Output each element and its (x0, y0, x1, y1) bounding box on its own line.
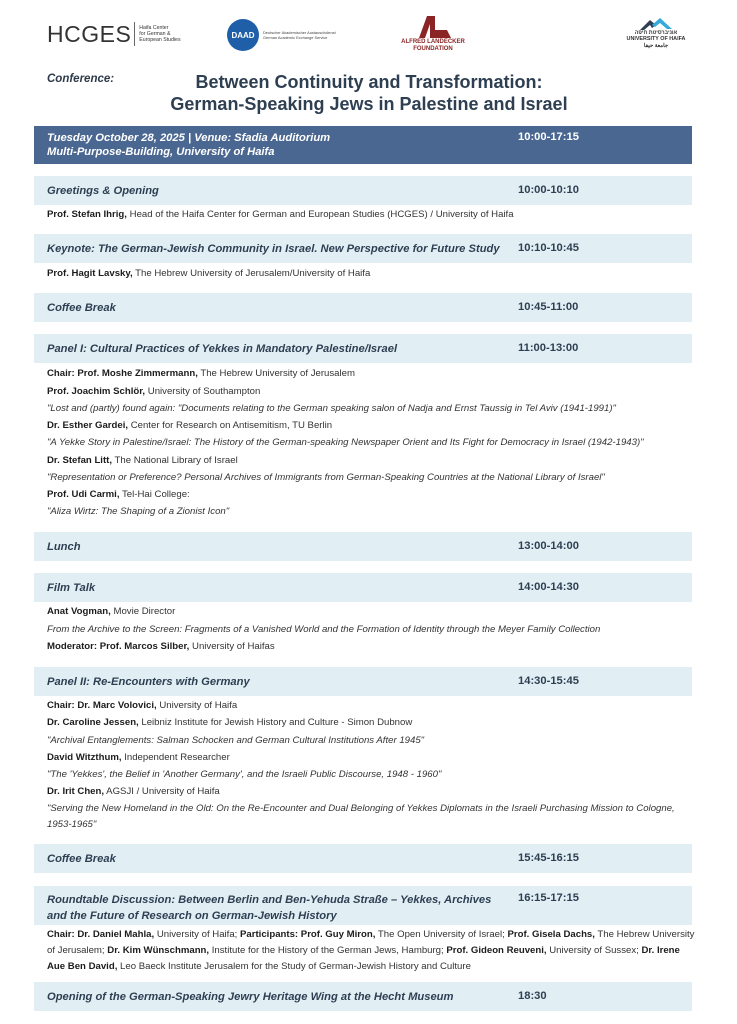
speaker-name: Dr. Irit Chen, (47, 786, 105, 797)
speaker-name: Dr. Esther Gardei, (47, 420, 129, 431)
speaker-affiliation: AGSJI / University of Haifa (104, 786, 220, 797)
daad-sub-line: Deutscher Akademischer Austauschdienst (263, 30, 336, 35)
participant-affiliation: University of Haifa; (154, 929, 241, 940)
session-time: 10:00-10:10 (518, 184, 579, 196)
chair-line (47, 368, 355, 380)
session-title: Lunch (47, 541, 81, 553)
hcges-sub-line: for German & (139, 31, 171, 37)
session-time: 14:00-14:30 (518, 581, 579, 593)
talk-title: "Serving the New Homeland in the Old: On the Re-Encounter and Dual Belonging of Yekkes Diplomats in the Israeli Purchasing Mission to Cologne, 1953-1965" (47, 803, 675, 830)
session-time: 15:45-16:15 (518, 852, 579, 864)
daad-logo-subtitle (263, 30, 336, 40)
session-title: Greetings & Opening (47, 185, 159, 197)
speaker-name: Prof. Stefan Ihrig, (47, 209, 127, 220)
participant-name: Dr. Irene Aue Ben David, (47, 945, 680, 972)
talk-title: "Representation or Preference? Personal Archives of Immigrants from German-Speaking Countries at the National Library of Israel" (47, 472, 605, 483)
speaker-name: Anat Vogman, (47, 606, 111, 617)
speaker-affiliation: The Hebrew University of Jerusalem/University of Haifa (132, 268, 371, 279)
daad-logo-word: DAAD (231, 30, 255, 40)
session-keynote (34, 234, 692, 263)
alfred-landecker-logo-text (393, 39, 473, 53)
speaker-line (47, 386, 260, 398)
session-heritage-wing-opening (34, 982, 692, 1011)
chair-name: Chair: Dr. Marc Volovici, (47, 700, 157, 711)
hcges-logo-subtitle (139, 25, 180, 43)
session-title: Film Talk (47, 582, 96, 594)
session-title: Opening of the German-Speaking Jewry Heritage Wing at the Hecht Museum (47, 991, 454, 1003)
participant-name: Prof. Gisela Dachs, (507, 929, 595, 940)
university-of-haifa-mark-icon (638, 16, 674, 30)
speaker-line (47, 268, 370, 280)
speaker-line (47, 752, 230, 764)
logo-divider (134, 22, 135, 46)
title-line-1: Between Continuity and Transformation: (195, 72, 543, 92)
session-coffee-break (34, 844, 692, 873)
speaker-affiliation: Independent Researcher (121, 752, 230, 763)
speaker-name: David Witzthum, (47, 752, 122, 763)
speaker-affiliation: University of Southampton (145, 386, 261, 397)
participant-affiliation: University of Sussex; (546, 945, 642, 956)
session-coffee-break (34, 293, 692, 322)
speaker-affiliation: Head of the Haifa Center for German and European Studies (HCGES) / University of Haifa (126, 209, 514, 220)
session-roundtable (34, 886, 692, 925)
university-of-haifa-logo-text (612, 30, 700, 49)
conference-label: Conference: (47, 73, 115, 85)
speaker-name: Prof. Hagit Lavsky, (47, 268, 133, 279)
speaker-name: Dr. Stefan Litt, (47, 455, 113, 466)
alfred-landecker-logo (393, 16, 473, 53)
speaker-name: Dr. Caroline Jessen, (47, 717, 139, 728)
speaker-name: Prof. Joachim Schlör, (47, 386, 146, 397)
title-line-2: German-Speaking Jews in Palestine and Israel (170, 94, 568, 114)
hcges-logo-word: HCGES (47, 20, 132, 47)
participant-affiliation: The Open University of Israel; (375, 929, 508, 940)
speaker-name: Prof. Udi Carmi, (47, 489, 120, 500)
session-time: 10:45-11:00 (518, 301, 579, 313)
roundtable-participants (47, 927, 697, 975)
session-title-line: and the Future of Research on German-Jewish History (47, 910, 337, 922)
chair-line (47, 700, 237, 712)
session-title: Coffee Break (47, 302, 116, 314)
session-time: 16:15-17:15 (518, 892, 579, 904)
speaker-line (47, 455, 238, 467)
university-of-haifa-logo (612, 16, 700, 49)
day-date-venue: Tuesday October 28, 2025 | Venue: Sfadia Auditorium (47, 132, 331, 144)
session-title: Panel I: Cultural Practices of Yekkes in Mandatory Palestine/Israel (47, 343, 398, 355)
hcges-logo (47, 22, 181, 46)
participant-affiliation: The Hebrew University of Jerusalem; (47, 929, 695, 956)
session-time: 14:30-15:45 (518, 675, 579, 687)
session-film-talk (34, 573, 692, 602)
participant-affiliation: Institute for the History of the German Jews, Hamburg; (209, 945, 447, 956)
session-title: Coffee Break (47, 853, 116, 865)
haifa-sub-line: אוניברסיטת חיפה (634, 30, 678, 36)
moderator-line (47, 641, 275, 653)
participant-name: Prof. Gideon Reuveni, (446, 945, 547, 956)
speaker-affiliation: Center for Research on Antisemitism, TU Berlin (128, 420, 333, 431)
day-time: 10:00-17:15 (518, 131, 579, 143)
participant-name: Participants: Prof. Guy Miron, (240, 929, 376, 940)
chair-name: Chair: Prof. Moshe Zimmermann, (47, 368, 198, 379)
hcges-sub-line: Haifa Center (139, 25, 169, 31)
moderator-affiliation: University of Haifas (189, 641, 275, 652)
talk-title: "The 'Yekkes', the Belief in 'Another Germany', and the Israeli Public Discourse, 1948 - 1960" (47, 769, 442, 780)
daad-logo (227, 19, 336, 51)
speaker-line (47, 489, 190, 501)
session-time: 10:10-10:45 (518, 242, 579, 254)
day-building: Multi-Purpose-Building, University of Haifa (47, 146, 275, 158)
speaker-affiliation: Tel-Hai College: (119, 489, 190, 500)
page-title (120, 71, 618, 115)
talk-title: "Aliza Wirtz: The Shaping of a Zionist Icon" (47, 506, 230, 517)
talk-title: From the Archive to the Screen: Fragments of a Vanished World and the Formation of Identity through the Meyer Family Collection (47, 624, 601, 635)
session-time: 11:00-13:00 (518, 342, 579, 354)
speaker-line (47, 786, 220, 798)
speaker-line (47, 420, 332, 432)
session-lunch (34, 532, 692, 561)
session-title: Keynote: The German-Jewish Community in Israel. New Perspective for Future Study (47, 243, 500, 255)
session-time: 13:00-14:00 (518, 540, 579, 552)
talk-title: "Lost and (partly) found again: "Documents relating to the German speaking salon of Nadja and Ernst Taussig in Tel Aviv (1941-1991)" (47, 403, 616, 414)
alfred-sub-line: ALFRED LANDECKER (401, 39, 465, 45)
haifa-sub-line: UNIVERSITY OF HAIFA (626, 36, 686, 43)
session-title: Panel II: Re-Encounters with Germany (47, 676, 250, 688)
day-venue (47, 131, 330, 159)
session-greetings (34, 176, 692, 205)
day-header-bar (34, 126, 692, 164)
speaker-line (47, 606, 175, 618)
alfred-landecker-mark-icon (413, 16, 453, 38)
participant-affiliation: Leo Baeck Institute Jerusalem for the Study of German-Jewish History and Culture (117, 961, 471, 972)
talk-title: "Archival Entanglements: Salman Schocken and German Cultural Institutions After 1945" (47, 735, 425, 746)
talk-title: "A Yekke Story in Palestine/Israel: The History of the German-speaking Newspaper Orient and Its Fight for Democracy in Israel (1942-1943)" (47, 437, 644, 448)
alfred-sub-line: FOUNDATION (413, 46, 453, 52)
speaker-line (47, 209, 514, 221)
chair-affiliation: The Hebrew University of Jerusalem (197, 368, 355, 379)
session-title-line: Roundtable Discussion: Between Berlin and Ben-Yehuda Straße – Yekkes, Archives (47, 894, 492, 906)
session-panel-2 (34, 667, 692, 696)
participant-name: Dr. Kim Wünschmann, (107, 945, 210, 956)
session-time: 18:30 (518, 990, 547, 1002)
session-title (47, 892, 491, 924)
haifa-sub-line: جامعة حيفا (643, 42, 669, 49)
daad-sub-line: German Academic Exchange Service (263, 35, 328, 40)
speaker-affiliation: Leibniz Institute for Jewish History and Culture - Simon Dubnow (138, 717, 413, 728)
daad-logo-circle (227, 19, 259, 51)
participant-name: Chair: Dr. Daniel Mahla, (47, 929, 155, 940)
hcges-sub-line: European Studies (139, 37, 181, 43)
speaker-affiliation: The National Library of Israel (112, 455, 238, 466)
speaker-line (47, 717, 412, 729)
speaker-affiliation: Movie Director (110, 606, 176, 617)
chair-affiliation: University of Haifa (156, 700, 238, 711)
moderator-name: Moderator: Prof. Marcos Silber, (47, 641, 190, 652)
session-panel-1 (34, 334, 692, 363)
